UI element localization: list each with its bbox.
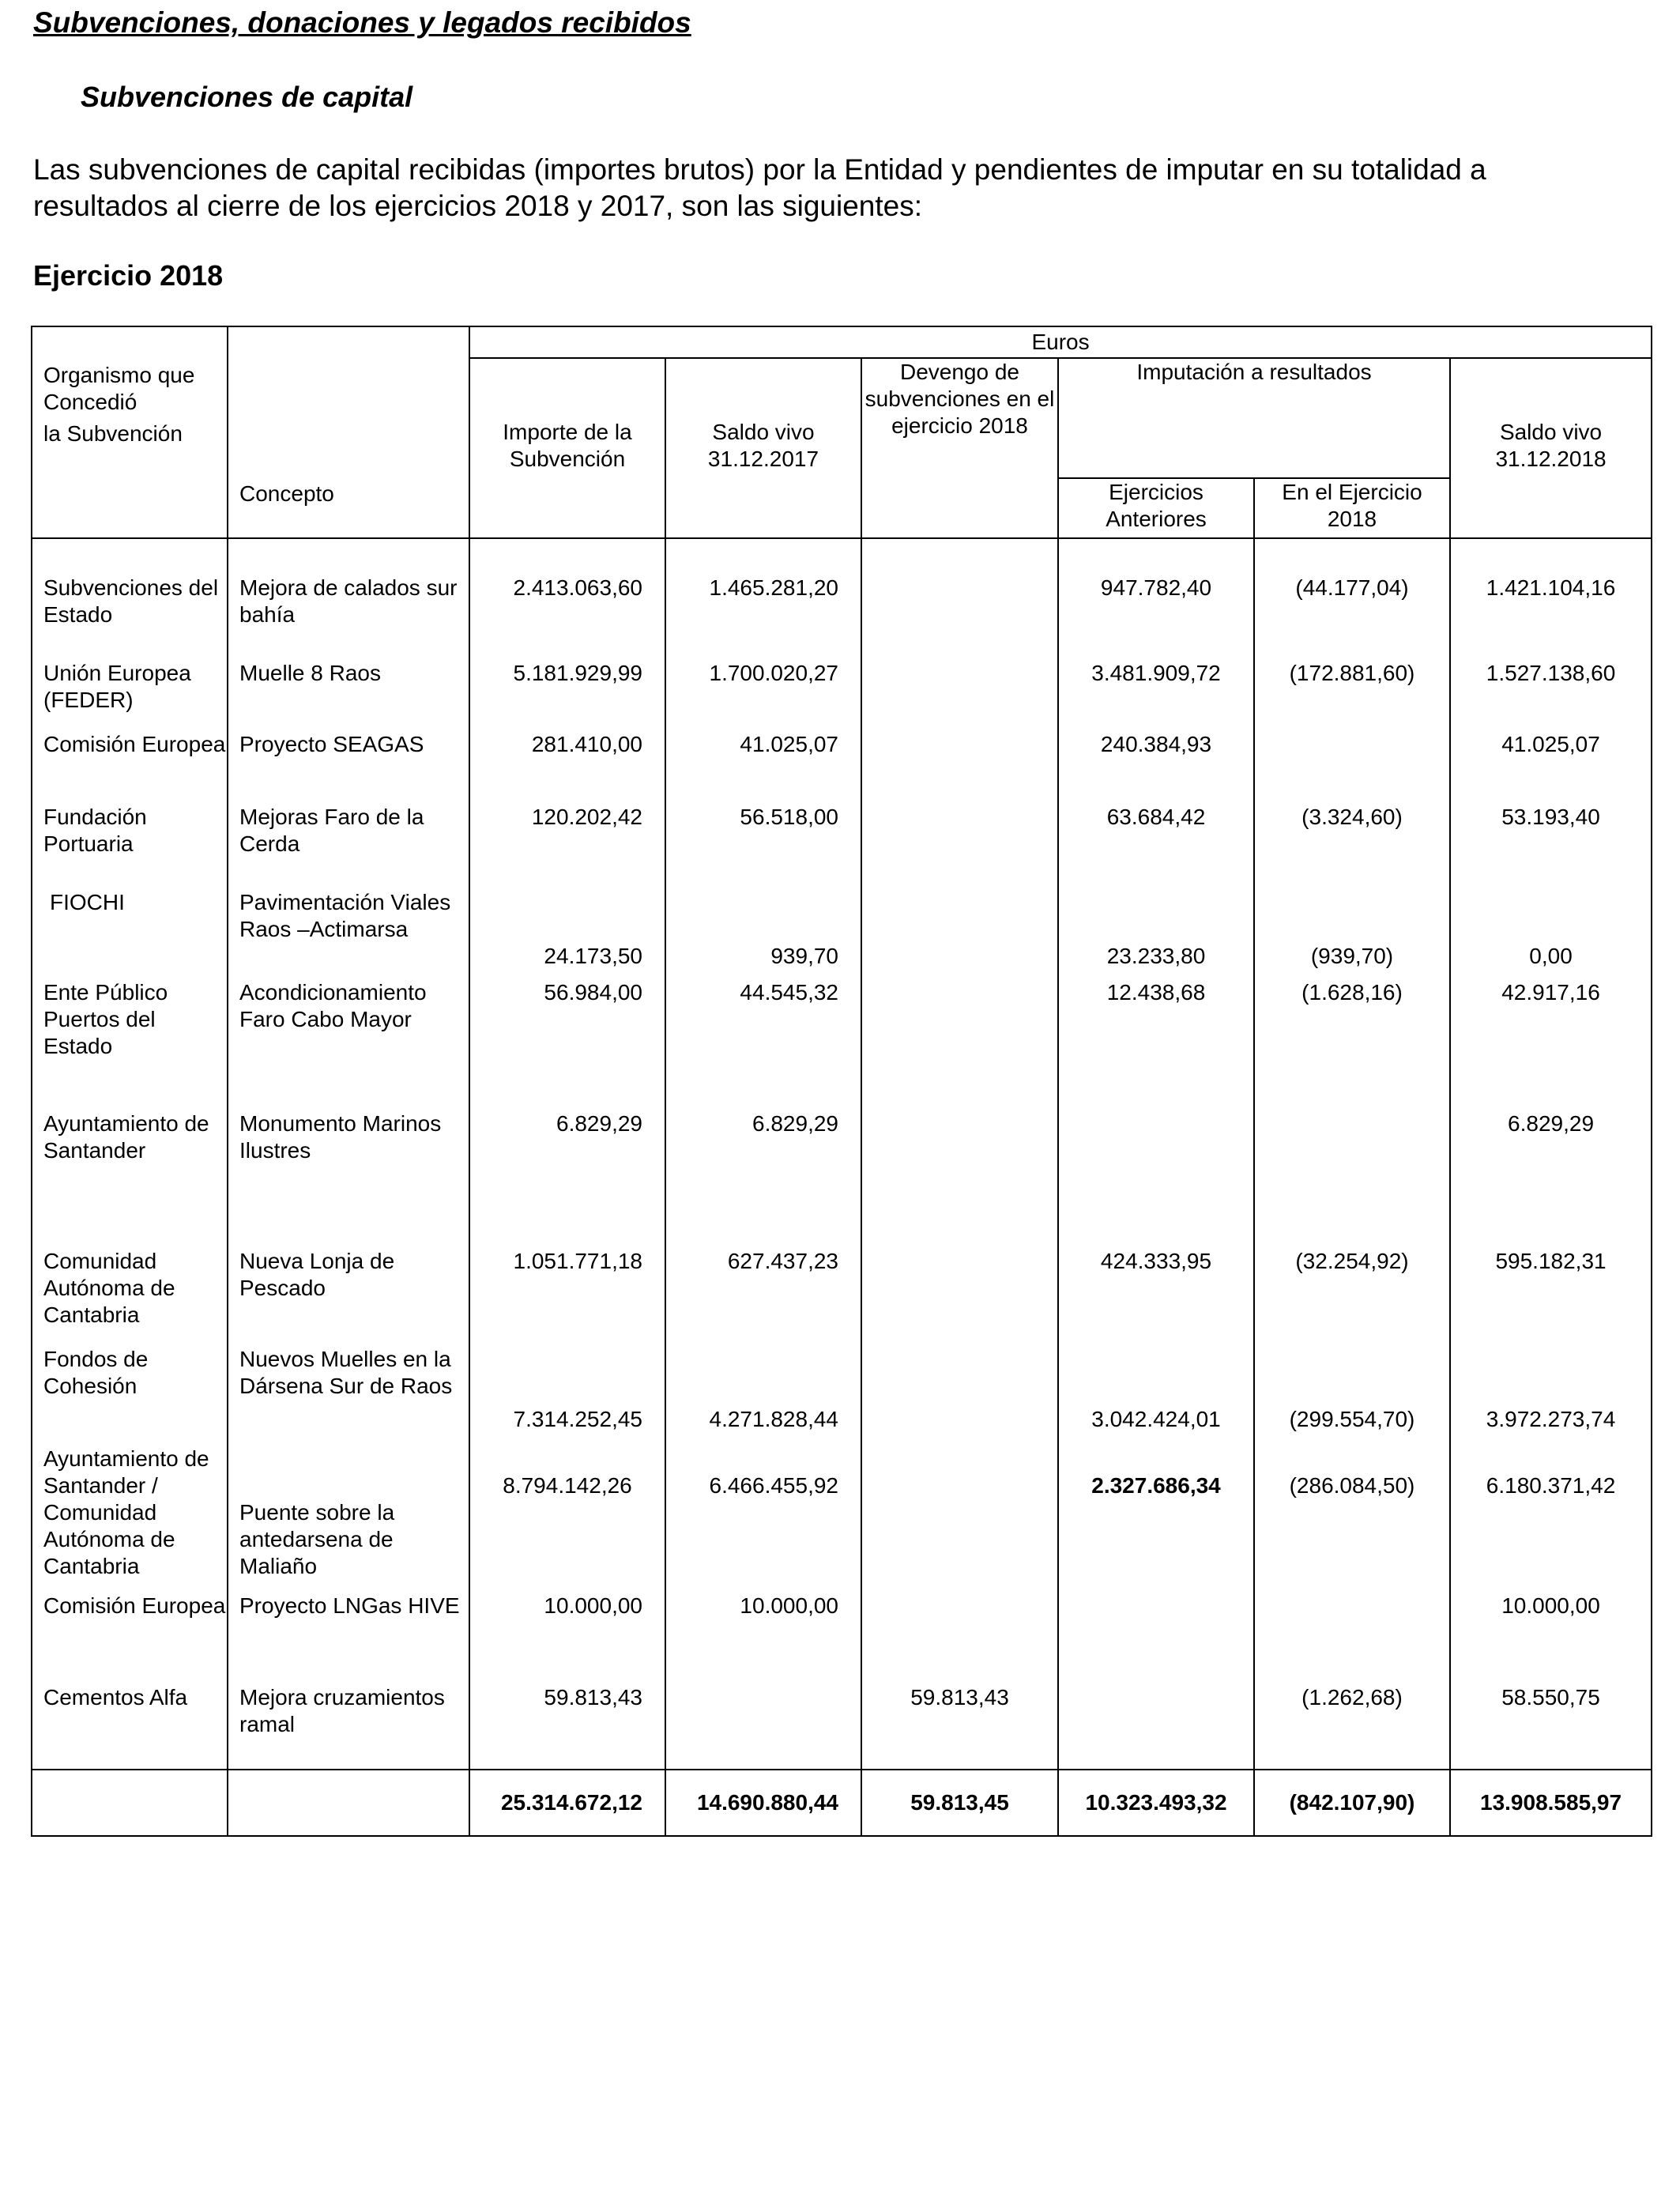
header-euros: Euros <box>469 326 1652 358</box>
header-saldo-2018: Saldo vivo 31.12.2018 <box>1450 358 1652 538</box>
total-devengo: 59.813,45 <box>861 1770 1058 1836</box>
table-row: Fundación Portuaria Mejoras Faro de la Cerda 120.202,42 56.518,00 63.684,42 (3.324,60) 53.193,40 <box>32 804 1652 889</box>
header-saldo-2017: Saldo vivo 31.12.2017 <box>665 358 861 538</box>
table-row: Ayuntamiento de Santander / Comunidad Autónoma de Cantabria Puente sobre la antedarsena de Maliaño 8.794.142,26 6.466.455,92 2.327.686,34 (286.084,50) 6.180.371,42 <box>32 1446 1652 1593</box>
subsection-title: Subvenciones de capital <box>81 81 413 113</box>
table-row: Comunidad Autónoma de Cantabria Nueva Lonja de Pescado 1.051.771,18 627.437,23 424.333,95 (32.254,92) 595.182,31 <box>32 1248 1652 1346</box>
table-row: Comisión Europea Proyecto SEAGAS 281.410,00 41.025,07 240.384,93 41.025,07 <box>32 731 1652 804</box>
table-row: Fondos de Cohesión Nuevos Muelles en la Dársena Sur de Raos 7.314.252,45 4.271.828,44 3.042.424,01 (299.554,70) 3.972.273,74 <box>32 1346 1652 1446</box>
total-importe: 25.314.672,12 <box>469 1770 665 1836</box>
table-row: Comisión Europea Proyecto LNGas HIVE 10.000,00 10.000,00 10.000,00 <box>32 1593 1652 1684</box>
year-heading: Ejercicio 2018 <box>33 259 224 292</box>
header-devengo: Devengo de subvenciones en el ejercicio 2018 <box>861 358 1058 538</box>
table-row: Ente Público Puertos del Estado Acondicionamiento Faro Cabo Mayor 56.984,00 44.545,32 12.438,68 (1.628,16) 42.917,16 <box>32 979 1652 1110</box>
intro-paragraph: Las subvenciones de capital recibidas (importes brutos) por la Entidad y pendientes de imputar en su totalidad a resultados al cierre de los ejercicios 2018 y 2017, son las siguientes: <box>33 153 1486 222</box>
total-anteriores: 10.323.493,32 <box>1058 1770 1254 1836</box>
totals-row <box>32 1770 1652 1836</box>
header-en-ejercicio: En el Ejercicio 2018 <box>1254 478 1450 538</box>
table-row: FIOCHI Pavimentación Viales Raos –Actimarsa 24.173,50 939,70 23.233,80 (939,70) 0,00 <box>32 889 1652 979</box>
table-row: Subvenciones del Estado Mejora de calados sur bahía 2.413.063,60 1.465.281,20 947.782,40 (44.177,04) 1.421.104,16 <box>32 575 1652 660</box>
total-saldo-2017: 14.690.880,44 <box>665 1770 861 1836</box>
header-imputacion: Imputación a resultados <box>1058 358 1450 478</box>
table-row: Cementos Alfa Mejora cruzamientos ramal 59.813,43 59.813,43 (1.262,68) 58.550,75 <box>32 1684 1652 1762</box>
subsidies-table <box>31 326 1652 1837</box>
table-row: Unión Europea (FEDER) Muelle 8 Raos 5.181.929,99 1.700.020,27 3.481.909,72 (172.881,60) 1.527.138,60 <box>32 660 1652 731</box>
header-concepto: Concepto <box>228 326 469 538</box>
section-title: Subvenciones, donaciones y legados recibidos <box>33 6 691 39</box>
table-row: Ayuntamiento de Santander Monumento Marinos Ilustres 6.829,29 6.829,29 6.829,29 <box>32 1110 1652 1248</box>
header-ejercicios-anteriores: Ejercicios Anteriores <box>1058 478 1254 538</box>
header-importe: Importe de la Subvención <box>469 358 665 538</box>
total-ejercicio: (842.107,90) <box>1254 1770 1450 1836</box>
total-saldo-2018: 13.908.585,97 <box>1450 1770 1652 1836</box>
header-organismo: Organismo que Concedió la Subvención <box>32 326 228 538</box>
